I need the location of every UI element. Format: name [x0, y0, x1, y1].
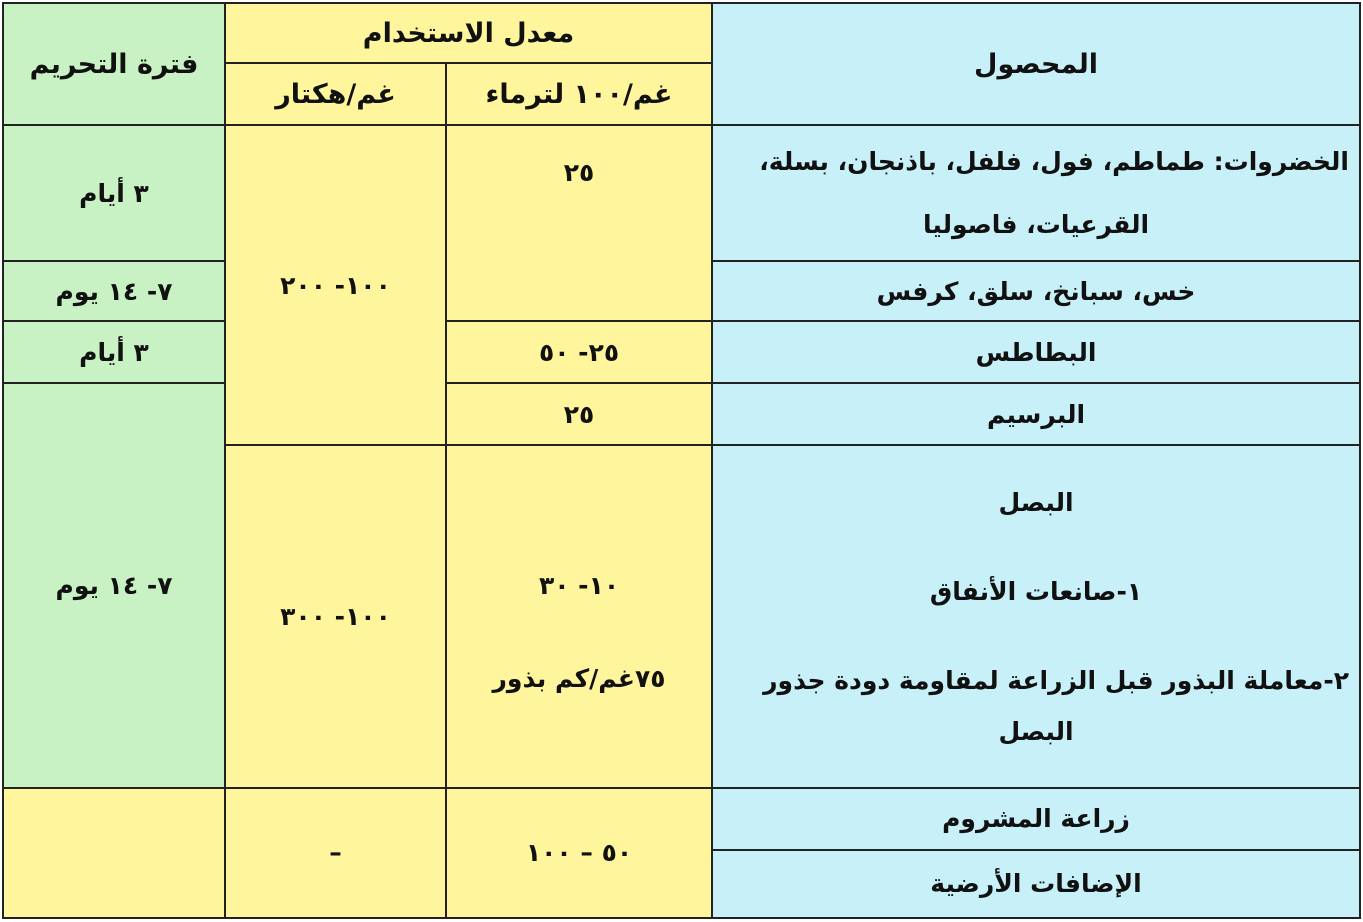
cell-crop-onion — [712, 445, 1360, 787]
cell-ban-mushroom — [3, 788, 225, 918]
header-crop: المحصول — [712, 3, 1360, 125]
cell-per-100l-onion — [446, 445, 712, 787]
crop-line: القرعيات، فاصوليا — [922, 210, 1150, 240]
rate-line: ١٠- ٣٠ — [538, 570, 620, 600]
header-per-ha: غم/هكتار — [225, 63, 446, 125]
cell-per-ha-group1: ١٠٠- ٢٠٠ — [225, 125, 446, 445]
usage-table — [2, 2, 1361, 919]
cell-ban-group2: ٧- ١٤ يوم — [3, 383, 225, 787]
crop-line: البصل — [998, 716, 1074, 746]
cell-crop-vegetables — [712, 125, 1360, 261]
header-ban-period: فترة التحريم — [3, 3, 225, 125]
cell-crop-potatoes: البطاطس — [712, 321, 1360, 383]
cell-per-100l-vegetables: ٢٥ — [446, 125, 712, 321]
cell-crop-clover: البرسيم — [712, 383, 1360, 445]
cell-crop-leafy: خس، سبانخ، سلق، كرفس — [712, 261, 1360, 321]
cell-per-100l-clover: ٢٥ — [446, 383, 712, 445]
cell-crop-soil-additions: الإضافات الأرضية — [712, 850, 1360, 918]
cell-ban-potatoes: ٣ أيام — [3, 321, 225, 383]
crop-line: البصل — [998, 487, 1074, 517]
header-per-100l: غم/١٠٠ لترماء — [446, 63, 712, 125]
rate-note: ٧٥غم/كم بذور — [492, 663, 666, 693]
cell-per-ha-onion: ١٠٠- ٣٠٠ — [225, 445, 446, 787]
crop-line: الخضروات: طماطم، فول، فلفل، باذنجان، بسلة، — [759, 147, 1350, 177]
crop-line: ١-صانعات الأنفاق — [929, 576, 1143, 606]
cell-per-100l-potatoes: ٢٥- ٥٠ — [446, 321, 712, 383]
crop-line: ٢-معاملة البذور قبل الزراعة لمقاومة دودة جذور — [763, 665, 1350, 695]
cell-per-100l-mushroom: ٥٠ – ١٠٠ — [446, 788, 712, 918]
header-usage-rate: معدل الاستخدام — [225, 3, 712, 63]
cell-ban-leafy: ٧- ١٤ يوم — [3, 261, 225, 321]
cell-crop-mushroom: زراعة المشروم — [712, 788, 1360, 850]
cell-per-ha-mushroom: – — [225, 788, 446, 918]
cell-ban-vegetables: ٣ أيام — [3, 125, 225, 261]
